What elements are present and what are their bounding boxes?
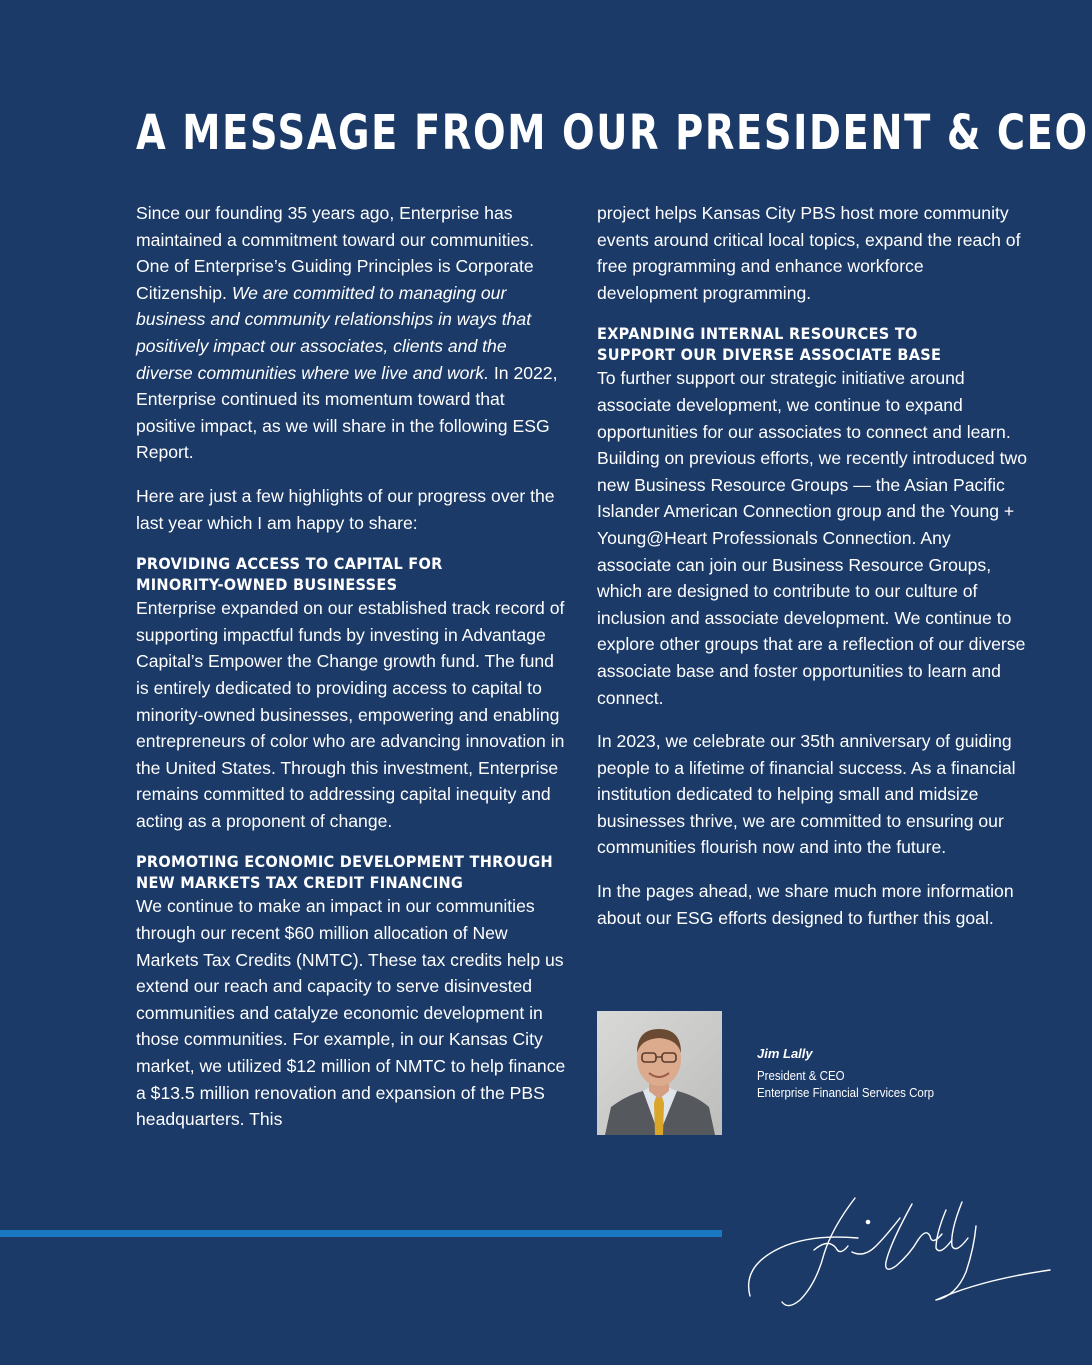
section-heading-line: MINORITY-OWNED BUSINESSES [136, 575, 398, 595]
anniversary-paragraph: In 2023, we celebrate our 35th anniversary of guiding people to a lifetime of financial success. As a financial institution dedicated to helping small and midsize businesses thrive, we are committed to ensuring our communities flourish now and into the future. [597, 731, 1016, 858]
intro-paragraph [136, 200, 568, 466]
intro-text-1: Since our founding 35 years ago, Enterprise has maintained a commitment toward our communities. One of Enterprise’s Guiding Principles is Corporate Citizenship. [136, 203, 534, 303]
section-capital-access [136, 553, 568, 834]
section-nmtc-financing [136, 851, 568, 1132]
portrait-illustration [597, 1011, 722, 1135]
signer-name: Jim Lally [757, 1046, 813, 1061]
section-heading-line: NEW MARKETS TAX CREDIT FINANCING [136, 873, 464, 893]
section-heading-line: PROMOTING ECONOMIC DEVELOPMENT THROUGH [136, 852, 553, 872]
highlights-paragraph: Here are just a few highlights of our progress over the last year which I am happy to share: [136, 485, 555, 533]
intro-italic-quote: We are committed to managing our business and community relationships in ways that positively impact our associates, clients and the diverse communities where we live and work. [136, 282, 532, 383]
section-heading-line: SUPPORT OUR DIVERSE ASSOCIATE BASE [597, 345, 942, 365]
section-heading-line: PROVIDING ACCESS TO CAPITAL FOR [136, 554, 443, 574]
section-heading-line: EXPANDING INTERNAL RESOURCES TO [597, 324, 918, 344]
signer-block [757, 1045, 949, 1102]
ceo-portrait [597, 1011, 722, 1135]
section-body: We continue to make an impact in our communities through our recent $60 million allocation of New Markets Tax Credits (NMTC). These tax credits help us extend our reach and capacity to serve disinvested communities and catalyze economic development in those communities. For example, in our Kansas City market, we utilized $12 million of NMTC to help finance a $13.5 million renovation and expansion of the PBS headquarters. This [136, 896, 566, 1130]
intro-text-2: In 2022, Enterprise continued its momentum toward that positive impact, as we will share in the following ESG Report. [136, 362, 558, 463]
left-column [136, 200, 568, 1150]
signer-title: President & CEO [757, 1069, 845, 1083]
handwritten-signature [740, 1188, 1060, 1318]
section-internal-resources [597, 323, 1029, 711]
signer-company: Enterprise Financial Services Corp [757, 1086, 935, 1100]
section-body-continued: project helps Kansas City PBS host more community events around critical local topics, expand the reach of free programming and enhance workforce development programming. [597, 203, 1021, 303]
right-column [597, 200, 1029, 948]
section-body: Enterprise expanded on our established track record of supporting impactful funds by investing in Advantage Capital’s Empower the Change growth fund. The fund is entirely dedicated to providing access to capital to minority-owned businesses, empowering and enabling entrepreneurs of color who are advancing innovation in the United States. Through this investment, Enterprise remains committed to addressing capital inequity and acting as a proponent of change. [136, 598, 565, 831]
page-title: A MESSAGE FROM OUR PRESIDENT & CEO [136, 105, 1089, 161]
closing-paragraph: In the pages ahead, we share much more information about our ESG efforts designed to further this goal. [597, 881, 1014, 928]
accent-bar [0, 1230, 722, 1237]
section-body: To further support our strategic initiative around associate development, we continue to expand opportunities for our associates to connect and learn. Building on previous efforts, we recently introduced two new Business Resource Groups — the Asian Pacific Islander American Connection group and the Young + Young@Heart Professionals Connection. Any associate can join our Business Resource Groups, which are designed to contribute to our culture of inclusion and associate development. We continue to explore other groups that are a reflection of our diverse associate base and foster opportunities to learn and connect. [597, 368, 1027, 708]
